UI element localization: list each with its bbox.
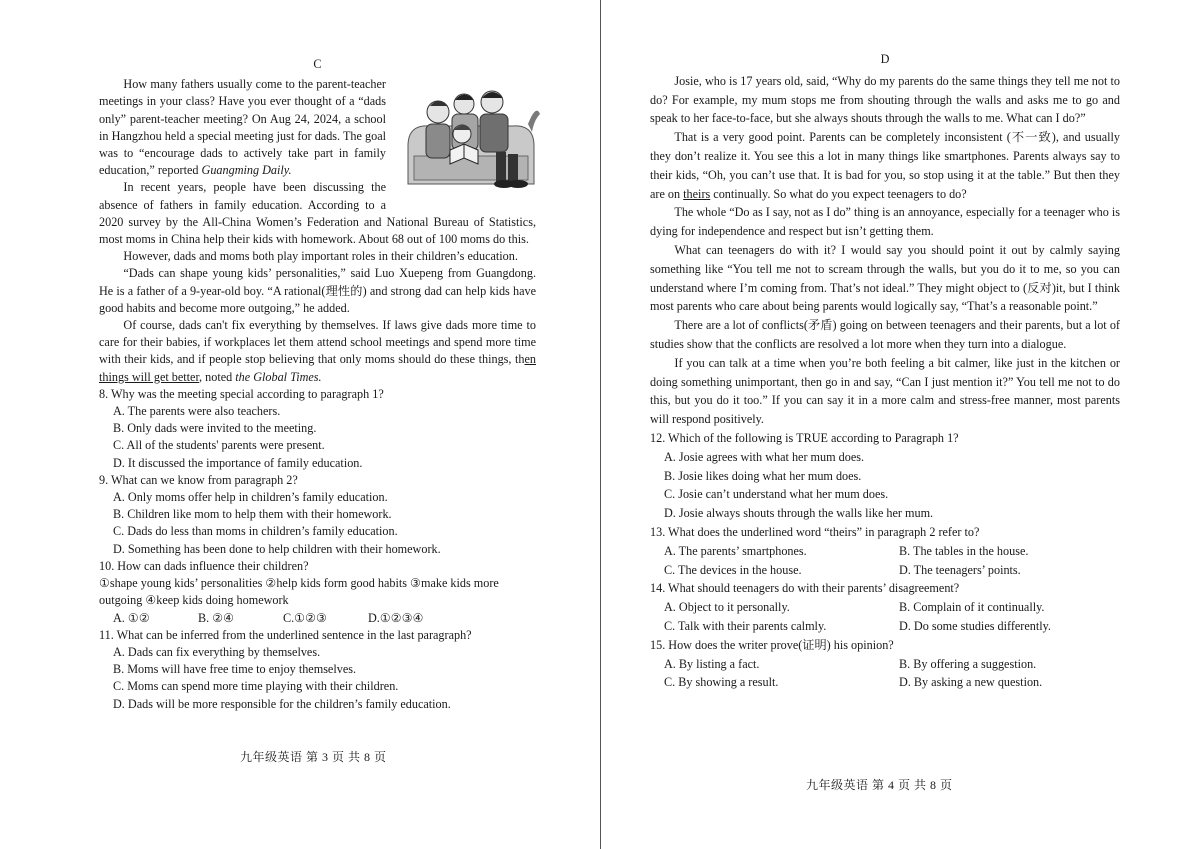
option: C. Josie can’t understand what her mum does. (664, 487, 889, 502)
option: C. The devices in the house. (664, 562, 802, 577)
passage-c-paragraph-1: How many fathers usually come to the parent-teacher meetings in your class? Have you ever thought of a “dads only” parent-teacher meeting? On Aug 24, 2024, a school in Hangzhou held a special meeting just for dads. The goal was to “encourage dads to actively take part in family education,” reported Guangming Daily. (99, 77, 386, 178)
option: B. Complain of it continually. (899, 600, 1045, 615)
option: B. Only dads were invited to the meeting. (113, 421, 317, 436)
passage-d-paragraph-6: If you can talk at a time when you’re both feeling a bit calmer, like just in the kitchen or doing something unimportant, then go in and say, “Can I just mention it?” You tell me not to do this, but you do it too.” If you can say it in a more calm and stress-free manner, most parents will respond positively. (650, 355, 1120, 427)
passage-d-paragraph-5: There are a lot of conflicts(矛盾) going on between teenagers and their parents, but a lot of studies show that the conflicts are resolved a lot more when they turn into a dialogue. (650, 318, 1120, 351)
passage-c-paragraph-3: However, dads and moms both play important roles in their children’s education. (123, 249, 518, 264)
question-10-items: ①shape young kids’ personalities ②help kids form good habits ③make kids more outgoing ④keep kids doing homework (99, 576, 499, 608)
option: A. ①② (113, 610, 150, 625)
option: C.①②③ (283, 610, 327, 625)
source-global-times: the Global Times. (235, 369, 322, 384)
option: C. Dads do less than moms in children’s family education. (113, 524, 398, 539)
option: C. By showing a result. (664, 675, 779, 690)
option: D. Something has been done to help children with their homework. (113, 541, 441, 556)
option: B. The tables in the house. (899, 543, 1029, 558)
question-9: 9. What can we know from paragraph 2? A. Only moms offer help in children’s family education. B. Children like mom to help them with their homework. C. Dads do less than moms in children’s family education. D. Something has been done to help children with their homework. (99, 472, 536, 558)
question-15: 15. How does the writer prove(证明) his opinion? A. By listing a fact. B. By offering a suggestion. C. By showing a result. D. By asking a new question. (650, 636, 1120, 692)
passage-d-paragraph-2: That is a very good point. Parents can be completely inconsistent (不一致), and usually they don’t realize it. You see this a lot in many things like smartphones. Parents always say to their kids, “Oh, you can’t use that. It is bad for you, so stop using it at the table.” But then they are on theirs continually. So what do you expect teenagers to do? (650, 130, 1120, 201)
question-13: 13. What does the underlined word “theirs” in paragraph 2 refer to? A. The parents’ smartphones. B. The tables in the house. C. The devices in the house. D. The teenagers’ points. (650, 523, 1120, 579)
option: C. All of the students' parents were present. (113, 438, 325, 453)
passage-c-paragraph-4: “Dads can shape young kids’ personalities,” said Luo Xuepeng from Guangdong. He is a father of a 9-year-old boy. “A rational(理性的) and strong dad can help kids have good habits and become more outgoing,” he added. (99, 266, 536, 315)
underlined-sentence: en things will get better (99, 352, 536, 384)
passage-d-paragraph-1: Josie, who is 17 years old, said, “Why do my parents do the same things they tell me not to do? For example, my mum stops me from shouting through the walls and asks me to go and speak to her face-to-face, but she always shouts through the walls to me. What can I do?” (650, 73, 1120, 126)
option: A. Dads can fix everything by themselves. (113, 644, 321, 659)
question-14: 14. What should teenagers do with their parents’ disagreement? A. Object to it personally. B. Complain of it continually. C. Talk with their parents calmly. D. Do some studies differently. (650, 579, 1120, 635)
section-letter: C (313, 57, 322, 71)
page-right (650, 0, 1120, 692)
option: A. By listing a fact. (664, 656, 760, 671)
page-footer-right: 九年级英语 第 4 页 共 8 页 (806, 778, 953, 792)
option: D. The teenagers’ points. (899, 562, 1021, 577)
question-10-options (99, 610, 536, 627)
passage-c-paragraph-5: Of course, dads can't fix everything by themselves. If laws give dads more time to care for their babies, if workplaces let them attend school meetings and spend more time with their kids, and if people stop believing that only moms should do these things, then things will get better, noted the Global Times. (99, 318, 536, 384)
option: D.①②③④ (368, 610, 424, 625)
option: D. Josie always shouts through the walls like her mum. (664, 506, 934, 521)
passage-d-paragraph-3: The whole “Do as I say, not as I do” thing is an annoyance, especially for a teenager who is dying for independence and respect but isn’t getting them. (650, 205, 1120, 239)
option: D. Do some studies differently. (899, 618, 1051, 633)
passage-c-paragraph-2: In recent years, people have been discussing the absence of fathers in family education. According to a 2020 survey by the All-China Women’s Federation and National Bureau of Statistics, most moms in China help their kids with homework. About 68 out of 100 moms do this. (99, 180, 536, 247)
option: D. Dads will be more responsible for the children’s family education. (113, 696, 451, 711)
option: A. Only moms offer help in children’s family education. (113, 490, 388, 505)
option: B. ②④ (198, 610, 235, 625)
question-10: 10. How can dads influence their children? ①shape young kids’ personalities ②help kids form good habits ③make kids more outgoing ④keep kids doing homework A. ①② B. ②④ C.①②③ D.①②③④ (99, 558, 536, 627)
option: D. By asking a new question. (899, 675, 1043, 690)
option: A. Josie agrees with what her mum does. (664, 449, 865, 464)
option: A. The parents’ smartphones. (664, 543, 807, 558)
option: C. Talk with their parents calmly. (664, 618, 827, 633)
family-reading-illustration (400, 84, 542, 194)
option: C. Moms can spend more time playing with their children. (113, 679, 399, 694)
option: A. The parents were also teachers. (113, 404, 281, 419)
page-footer-left: 九年级英语 第 3 页 共 8 页 (240, 750, 387, 764)
passage-d-paragraph-4: What can teenagers do with it? I would say you should point it out by calmly saying something like “You tell me not to scream through the walls, but you do it to me, so you can understand where I’m coming from. That’s not ideal.” They might object to (反对)it, but I think most parents who care about being parents would logically say, “That’s a reasonable point.” (650, 242, 1120, 314)
page-left (99, 0, 536, 713)
option: B. Josie likes doing what her mum does. (664, 468, 862, 483)
question-8: 8. Why was the meeting special according to paragraph 1? A. The parents were also teachers. B. Only dads were invited to the meeting. C. All of the students' parents were present. D. It discussed the importance of family education. (99, 386, 536, 472)
page-divider (600, 0, 601, 849)
option: B. By offering a suggestion. (899, 656, 1037, 671)
section-letter: D (880, 52, 890, 66)
option: D. It discussed the importance of family education. (113, 455, 363, 470)
option: A. Object to it personally. (664, 600, 790, 615)
source-guangming-daily: Guangming Daily. (201, 163, 292, 178)
option: B. Moms will have free time to enjoy themselves. (113, 662, 357, 677)
underlined-word-theirs: theirs (683, 186, 711, 201)
option: B. Children like mom to help them with their homework. (113, 507, 392, 522)
question-11: 11. What can be inferred from the underlined sentence in the last paragraph? A. Dads can fix everything by themselves. B. Moms will have free time to enjoy themselves. C. Moms can spend more time playing with their children. D. Dads will be more responsible for the children’s family education. (99, 627, 536, 713)
question-12: 12. Which of the following is TRUE according to Paragraph 1? A. Josie agrees with what her mum does. B. Josie likes doing what her mum does. C. Josie can’t understand what her mum does. D. Josie always shouts through the walls like her mum. (650, 429, 1120, 523)
